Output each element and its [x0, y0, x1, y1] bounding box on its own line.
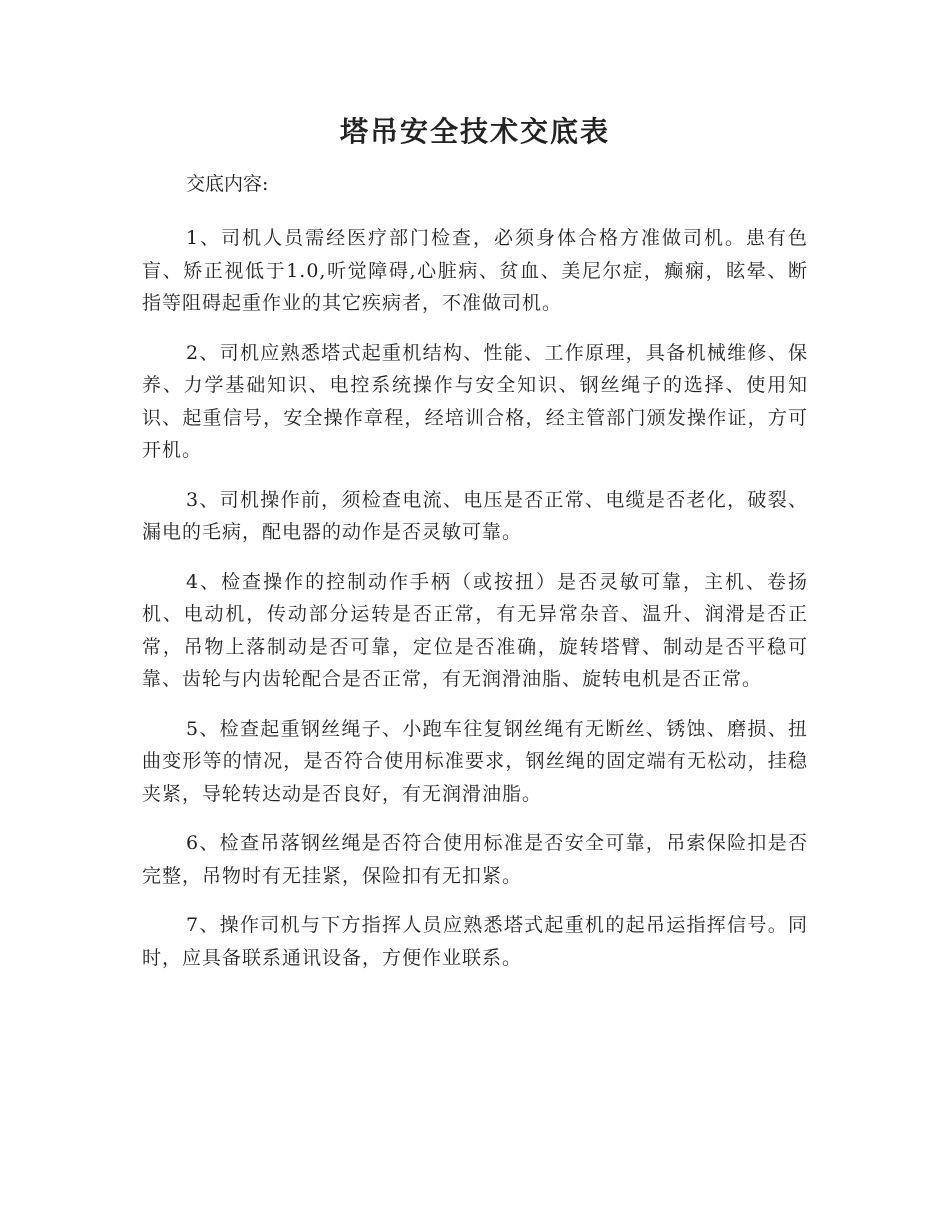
document-title: 塔吊安全技术交底表: [339, 115, 610, 148]
paragraph-5: 5、检查起重钢丝绳子、小跑车往复钢丝绳有无断丝、锈蚀、磨损、扭曲变形等的情况，是否符合使用标准要求，钢丝绳的固定端有无松动，挂稳夹紧，导轮转达动是否良好，有无润滑油脂。: [142, 717, 808, 805]
intro-label: 交底内容:: [186, 173, 269, 195]
paragraph-6: 6、检查吊落钢丝绳是否符合使用标准是否安全可靠，吊索保险扣是否完整，吊物时有无挂紧，保险扣有无扣紧。: [142, 832, 808, 887]
paragraph-7: 7、操作司机与下方指挥人员应熟悉塔式起重机的起吊运指挥信号。同时，应具备联系通讯设备，方便作业联系。: [142, 914, 808, 969]
paragraph-3: 3、司机操作前，须检查电流、电压是否正常、电缆是否老化，破裂、漏电的毛病，配电器的动作是否灵敏可靠。: [142, 488, 808, 543]
paragraph-4: 4、检查操作的控制动作手柄（或按扭）是否灵敏可靠，主机、卷扬机、电动机，传动部分运转是否正常，有无异常杂音、温升、润滑是否正常，吊物上落制动是否可靠，定位是否准确，旋转塔臂、制动是否平稳可靠、齿轮与内齿轮配合是否正常，有无润滑油脂、旋转电机是否正常。: [142, 570, 808, 690]
document-body: [142, 168, 808, 991]
paragraph-1: 1、司机人员需经医疗部门检查，必须身体合格方准做司机。患有色盲、矫正视低于1.0,听觉障碍,心脏病、贫血、美尼尔症，癫痫，眩晕、断指等阻碍起重作业的其它疾病者，不准做司机。: [142, 227, 808, 314]
paragraph-2: 2、司机应熟悉塔式起重机结构、性能、工作原理，具备机械维修、保养、力学基础知识、电控系统操作与安全知识、钢丝绳子的选择、使用知识、起重信号，安全操作章程，经培训合格，经主管部门颁发操作证，方可开机。: [142, 341, 808, 461]
